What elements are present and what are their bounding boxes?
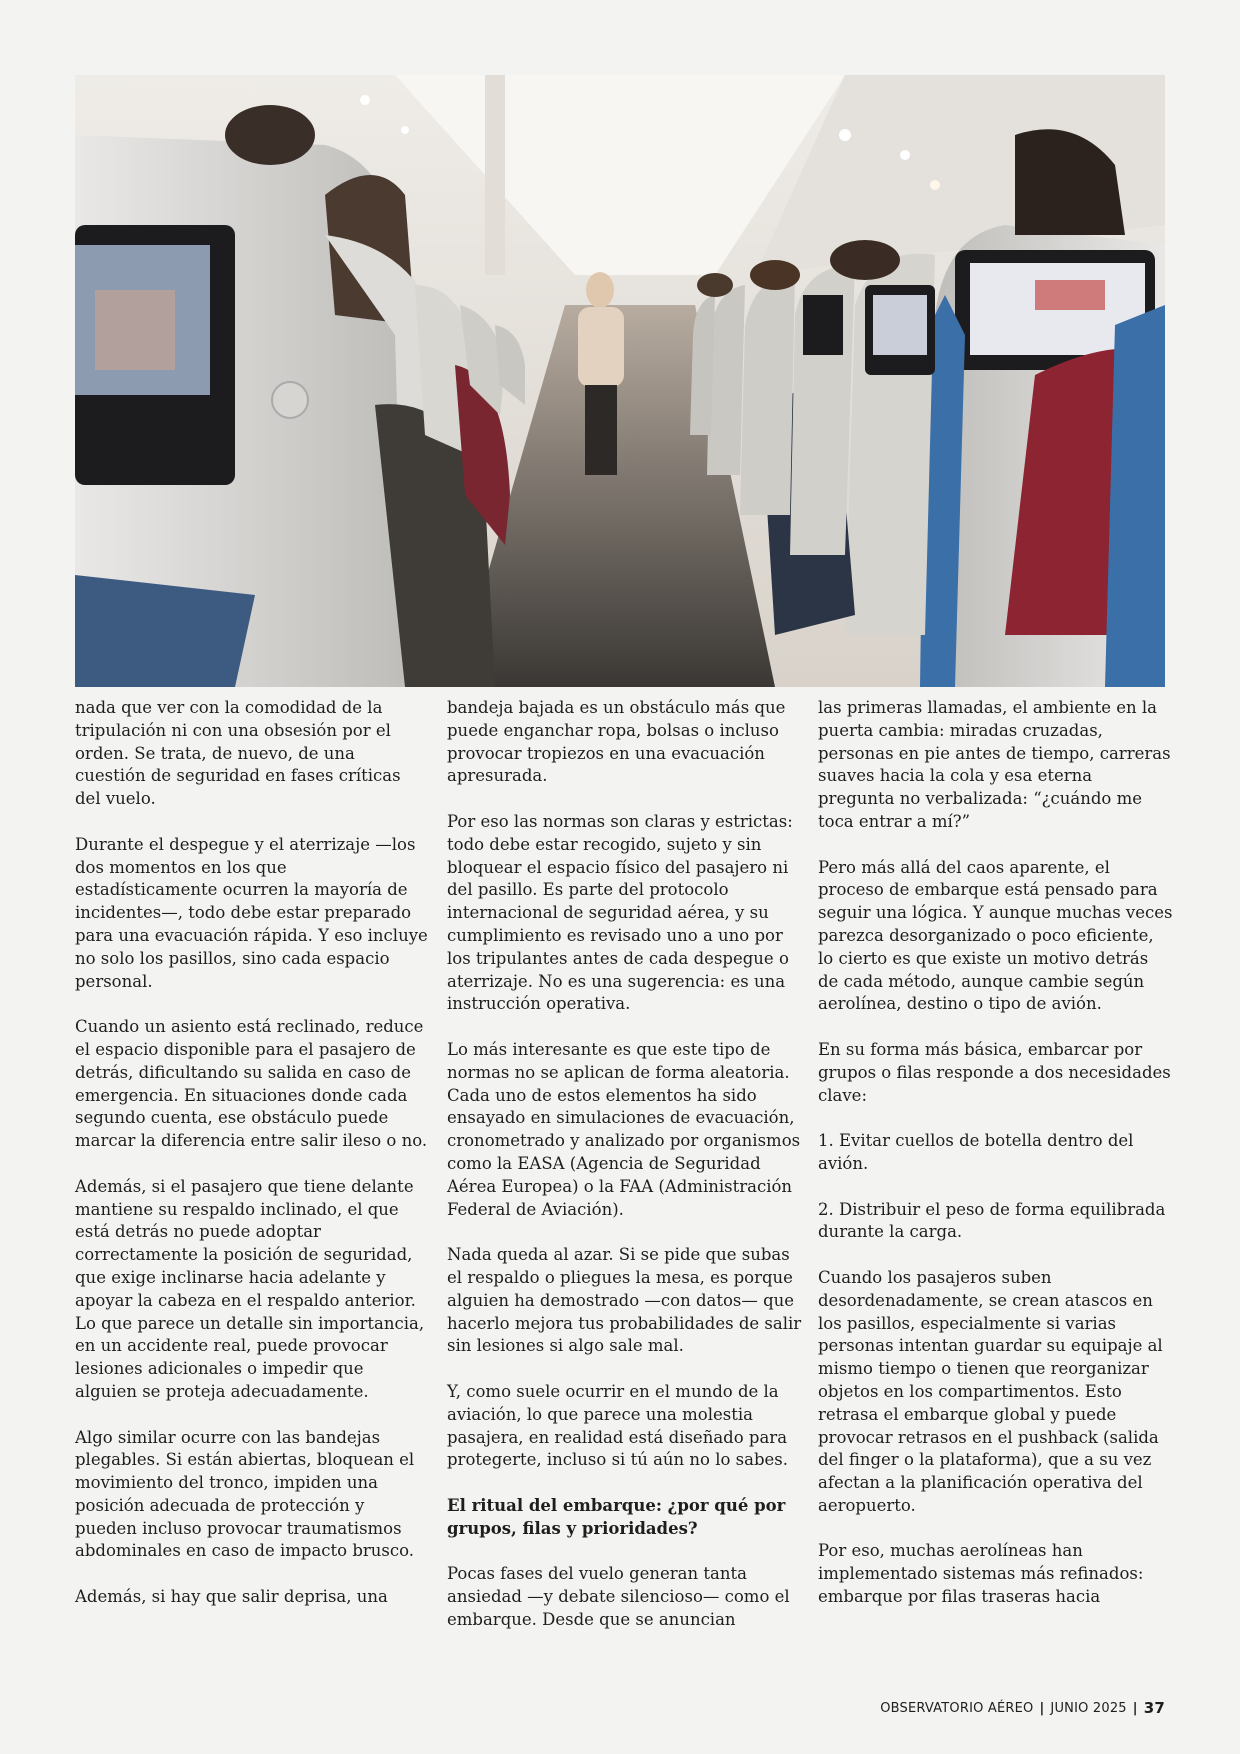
issue-date: JUNIO 2025 bbox=[1050, 1700, 1127, 1716]
page-footer bbox=[880, 1699, 1165, 1717]
footer-separator: | bbox=[1132, 1700, 1138, 1716]
list-item: 2. Distribuir el peso de forma equilibrada durante la carga. bbox=[818, 1199, 1166, 1242]
paragraph: Además, si hay que salir deprisa, una bbox=[75, 1587, 388, 1607]
paragraph: nada que ver con la comodidad de la tripulación ni con una obsesión por el orden. Se trata, de nuevo, de una cuestión de seguridad en fases críticas del vuelo. bbox=[75, 698, 401, 809]
paragraph: Por eso, muchas aerolíneas han implementado sistemas más refinados: embarque por filas traseras hacia bbox=[818, 1541, 1144, 1607]
section-heading: El ritual del embarque: ¿por qué por grupos, filas y prioridades? bbox=[447, 1495, 786, 1538]
paragraph: Por eso las normas son claras y estrictas: todo debe estar recogido, sujeto y sin bloquear el espacio físico del pasajero ni del pasillo. Es parte del protocolo internacional de seguridad aérea, y su cumplimiento es revisado uno a uno por los tripulantes antes de cada despegue o aterrizaje. No es una sugerencia: es una instrucción operativa. bbox=[447, 811, 793, 1014]
paragraph: Cuando un asiento está reclinado, reduce el espacio disponible para el pasajero de detrás, dificultando su salida en caso de emergencia. En situaciones donde cada segundo cuenta, ese obstáculo puede marcar la diferencia entre salir ileso o no. bbox=[75, 1017, 428, 1151]
paragraph: Algo similar ocurre con las bandejas plegables. Si están abiertas, bloquean el movimiento del tronco, impiden una posición adecuada de protección y pueden incluso provocar traumatismos abdominales en caso de impacto brusco. bbox=[75, 1427, 415, 1561]
page-number: 37 bbox=[1143, 1699, 1165, 1717]
paragraph: Durante el despegue y el aterrizaje —los dos momentos en los que estadísticamente ocurren la mayoría de incidentes—, todo debe estar preparado para una evacuación rápida. Y eso incluye no solo los pasillos, sino cada espacio personal. bbox=[75, 834, 428, 991]
paragraph: Lo más interesante es que este tipo de normas no se aplican de forma aleatoria. Cada uno de estos elementos ha sido ensayado en simulaciones de evacuación, cronometrado y analizado por organismos como la EASA (Agencia de Seguridad Aérea Europea) o la FAA (Administración Federal de Aviación). bbox=[447, 1039, 801, 1219]
paragraph: Nada queda al azar. Si se pide que subas el respaldo o pliegues la mesa, es porque alguien ha demostrado —con datos— que hacerlo mejora tus probabilidades de salir sin lesiones si algo sale mal. bbox=[447, 1245, 802, 1356]
paragraph: Pocas fases del vuelo generan tanta ansiedad —y debate silencioso— como el embarque. Desde que se anuncian bbox=[447, 1564, 790, 1629]
article-column-2 bbox=[447, 697, 802, 1632]
cabin-illustration bbox=[75, 75, 1165, 687]
list-item: 1. Evitar cuellos de botella dentro del avión. bbox=[818, 1131, 1134, 1173]
paragraph: Pero más allá del caos aparente, el proceso de embarque está pensado para seguir una lógica. Y aunque muchas veces parezca desorganizado o poco eficiente, lo cierto es que existe un motivo detrás de cada método, aunque cambie según aerolínea, destino o tipo de avión. bbox=[818, 857, 1173, 1014]
paragraph: En su forma más básica, embarcar por grupos o filas responde a dos necesidades clave: bbox=[818, 1039, 1171, 1105]
article-column-1 bbox=[75, 697, 430, 1609]
footer-separator: | bbox=[1039, 1700, 1045, 1716]
paragraph: bandeja bajada es un obstáculo más que puede enganchar ropa, bolsas o incluso provocar tropiezos en una evacuación apresurada. bbox=[447, 698, 786, 786]
article-column-3 bbox=[818, 697, 1173, 1609]
publication-name: OBSERVATORIO AÉREO bbox=[880, 1700, 1034, 1716]
paragraph: Y, como suele ocurrir en el mundo de la aviación, lo que parece una molestia pasajera, en realidad está diseñado para protegerte, incluso si tú aún no lo sabes. bbox=[447, 1381, 789, 1470]
airplane-cabin-photo bbox=[75, 75, 1165, 687]
paragraph: Además, si el pasajero que tiene delante mantiene su respaldo inclinado, el que está detrás no puede adoptar correctamente la posición de seguridad, que exige inclinarse hacia adelante y apoyar la cabeza en el respaldo anterior. Lo que parece un detalle sin importancia, en un accidente real, puede provocar lesiones adicionales o impedir que alguien se proteja adecuadamente. bbox=[75, 1176, 425, 1401]
paragraph: Cuando los pasajeros suben desordenadamente, se crean atascos en los pasillos, especialmente si varias personas intentan guardar su equipaje al mismo tiempo o tienen que reorganizar objetos en los compartimentos. Esto retrasa el embarque global y puede provocar retrasos en el pushback (salida del finger o la plataforma), que a su vez afectan a la planificación operativa del aeropuerto. bbox=[818, 1267, 1163, 1515]
paragraph: las primeras llamadas, el ambiente en la puerta cambia: miradas cruzadas, personas en pie antes de tiempo, carreras suaves hacia la cola y esa eterna pregunta no verbalizada: “¿cuándo me toca entrar a mí?” bbox=[818, 698, 1171, 831]
